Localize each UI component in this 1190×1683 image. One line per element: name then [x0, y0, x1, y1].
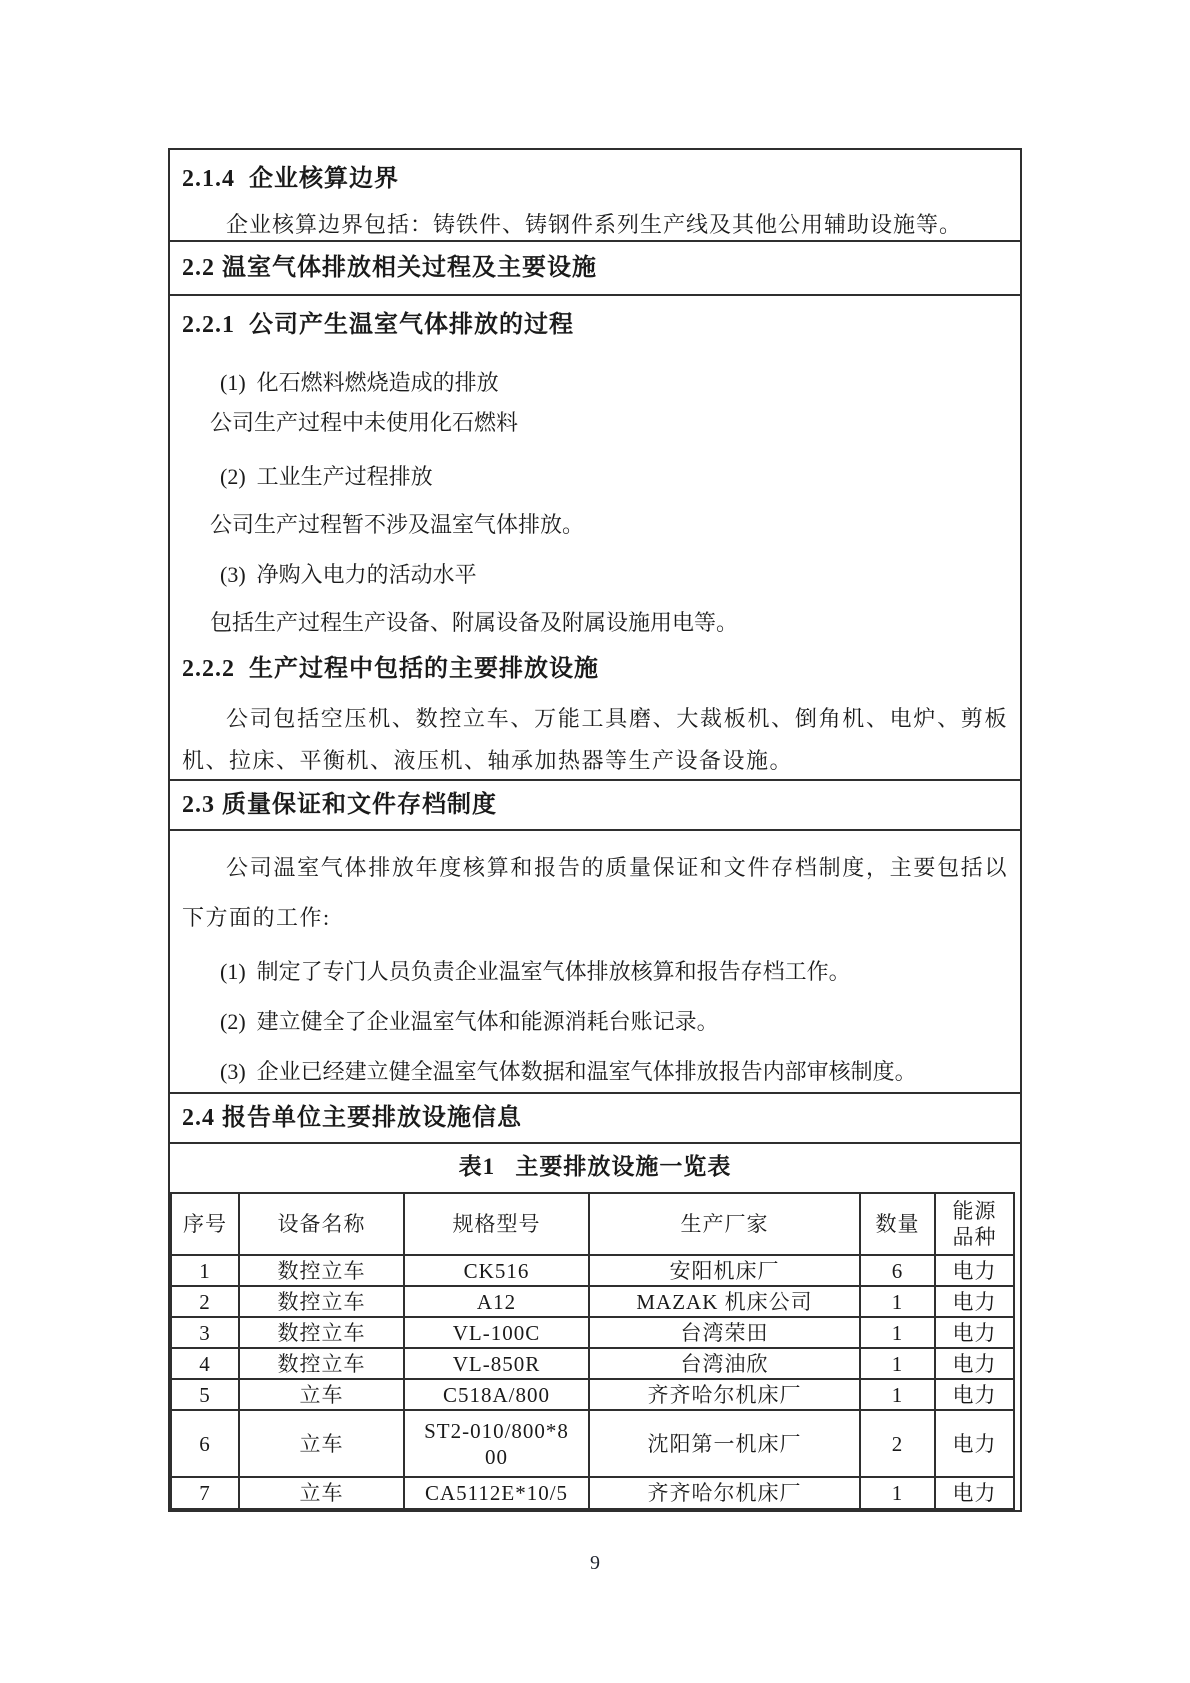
table-cell: 数控立车 — [239, 1317, 404, 1348]
table-cell: 电力 — [935, 1348, 1014, 1379]
table-cell: 3 — [171, 1317, 239, 1348]
table-cell: 1 — [860, 1348, 935, 1379]
table-cell: 2 — [860, 1410, 935, 1477]
table-cell: 4 — [171, 1348, 239, 1379]
table-cell: 1 — [860, 1477, 935, 1509]
table-cell: 6 — [171, 1410, 239, 1477]
table-row — [171, 1410, 1014, 1477]
table-cell: 台湾油欣 — [589, 1348, 860, 1379]
section-heading: 2.2.2 生产过程中包括的主要排放设施 — [182, 656, 599, 682]
section-heading: 2.3 质量保证和文件存档制度 — [182, 792, 497, 818]
table-row — [171, 1348, 1014, 1379]
table-cell: 电力 — [935, 1410, 1014, 1477]
table-header-row — [171, 1193, 1014, 1255]
table-cell: 数控立车 — [239, 1286, 404, 1317]
table-cell: 电力 — [935, 1477, 1014, 1509]
section-2-4-heading-row — [170, 1092, 1020, 1142]
section-paragraph: 包括生产过程生产设备、附属设备及附属设施用电等。 — [210, 610, 739, 635]
list-item: (2) 建立健全了企业温室气体和能源消耗台账记录。 — [220, 1009, 719, 1034]
table-cell: 数控立车 — [239, 1348, 404, 1379]
table-header-cell: 数量 — [860, 1193, 935, 1255]
table-cell: 安阳机床厂 — [589, 1255, 860, 1286]
emission-facility-table — [170, 1192, 1015, 1510]
section-heading: 2.1.4 企业核算边界 — [182, 166, 399, 192]
table-cell: 6 — [860, 1255, 935, 1286]
table-cell: 齐齐哈尔机床厂 — [589, 1379, 860, 1410]
list-item: (1) 化石燃料燃烧造成的排放 — [220, 370, 499, 395]
section-2-3-heading-row — [170, 779, 1020, 829]
table-header-cell: 生产厂家 — [589, 1193, 860, 1255]
table-cell: 5 — [171, 1379, 239, 1410]
section-paragraph: 公司温室气体排放年度核算和报告的质量保证和文件存档制度，主要包括以下方面的工作: — [182, 855, 1008, 930]
list-item: (3) 企业已经建立健全温室气体数据和温室气体排放报告内部审核制度。 — [220, 1059, 917, 1084]
table-cell: A12 — [404, 1286, 589, 1317]
table-cell: 电力 — [935, 1255, 1014, 1286]
table-cell: CK516 — [404, 1255, 589, 1286]
table-header-cell: 序号 — [171, 1193, 239, 1255]
document-content-frame — [168, 148, 1022, 1512]
list-item: (1) 制定了专门人员负责企业温室气体排放核算和报告存档工作。 — [220, 959, 851, 984]
table-cell: 7 — [171, 1477, 239, 1509]
table-cell: ST2-010/800*800 — [404, 1410, 589, 1477]
section-heading: 2.2 温室气体排放相关过程及主要设施 — [182, 255, 597, 281]
table-cell: 1 — [860, 1317, 935, 1348]
section-heading: 2.4 报告单位主要排放设施信息 — [182, 1105, 522, 1131]
table-row — [171, 1317, 1014, 1348]
table-cell: 台湾荣田 — [589, 1317, 860, 1348]
table-title: 表1 主要排放设施一览表 — [458, 1154, 732, 1179]
list-item: (2) 工业生产过程排放 — [220, 464, 433, 489]
table-cell: 1 — [171, 1255, 239, 1286]
table-header-cell: 能源品种 — [935, 1193, 1014, 1255]
table-cell: 立车 — [239, 1477, 404, 1509]
table-cell: 齐齐哈尔机床厂 — [589, 1477, 860, 1509]
table-cell: 1 — [860, 1286, 935, 1317]
table-cell: 数控立车 — [239, 1255, 404, 1286]
table-cell: VL-100C — [404, 1317, 589, 1348]
table-header-row — [171, 1193, 1014, 1255]
section-paragraph: 企业核算边界包括：铸铁件、铸钢件系列生产线及其他公用辅助设施等。 — [226, 212, 963, 237]
table-row — [171, 1255, 1014, 1286]
table-cell: 立车 — [239, 1379, 404, 1410]
table-cell: 1 — [860, 1379, 935, 1410]
table-row — [171, 1477, 1014, 1509]
table-cell: 2 — [171, 1286, 239, 1317]
section-paragraph: 公司包括空压机、数控立车、万能工具磨、大裁板机、倒角机、电炉、剪板机、拉床、平衡机、液压机、轴承加热器等生产设备设施。 — [182, 706, 1008, 773]
list-item: (3) 净购入电力的活动水平 — [220, 562, 477, 587]
table-body — [171, 1255, 1014, 1509]
table-header-cell: 规格型号 — [404, 1193, 589, 1255]
section-2-4-table-area — [170, 1142, 1020, 1510]
table-cell: 电力 — [935, 1379, 1014, 1410]
table-row — [171, 1379, 1014, 1410]
section-2-2-1-and-2-2-2 — [170, 294, 1020, 779]
table-cell: MAZAK 机床公司 — [589, 1286, 860, 1317]
table-header-cell: 设备名称 — [239, 1193, 404, 1255]
page-number: 9 — [590, 1552, 600, 1574]
table-cell: 立车 — [239, 1410, 404, 1477]
section-2-2 — [170, 240, 1020, 294]
section-2-3-content — [170, 829, 1020, 1092]
section-paragraph: 公司生产过程中未使用化石燃料 — [210, 410, 519, 435]
section-heading: 2.2.1 公司产生温室气体排放的过程 — [182, 312, 574, 338]
table-cell: C518A/800 — [404, 1379, 589, 1410]
table-cell: 沈阳第一机床厂 — [589, 1410, 860, 1477]
table-cell: 电力 — [935, 1317, 1014, 1348]
table-cell: CA5112E*10/5 — [404, 1477, 589, 1509]
table-row — [171, 1286, 1014, 1317]
table-cell: VL-850R — [404, 1348, 589, 1379]
section-paragraph: 公司生产过程暂不涉及温室气体排放。 — [210, 512, 585, 537]
section-2-1-4 — [170, 150, 1020, 240]
table-cell: 电力 — [935, 1286, 1014, 1317]
